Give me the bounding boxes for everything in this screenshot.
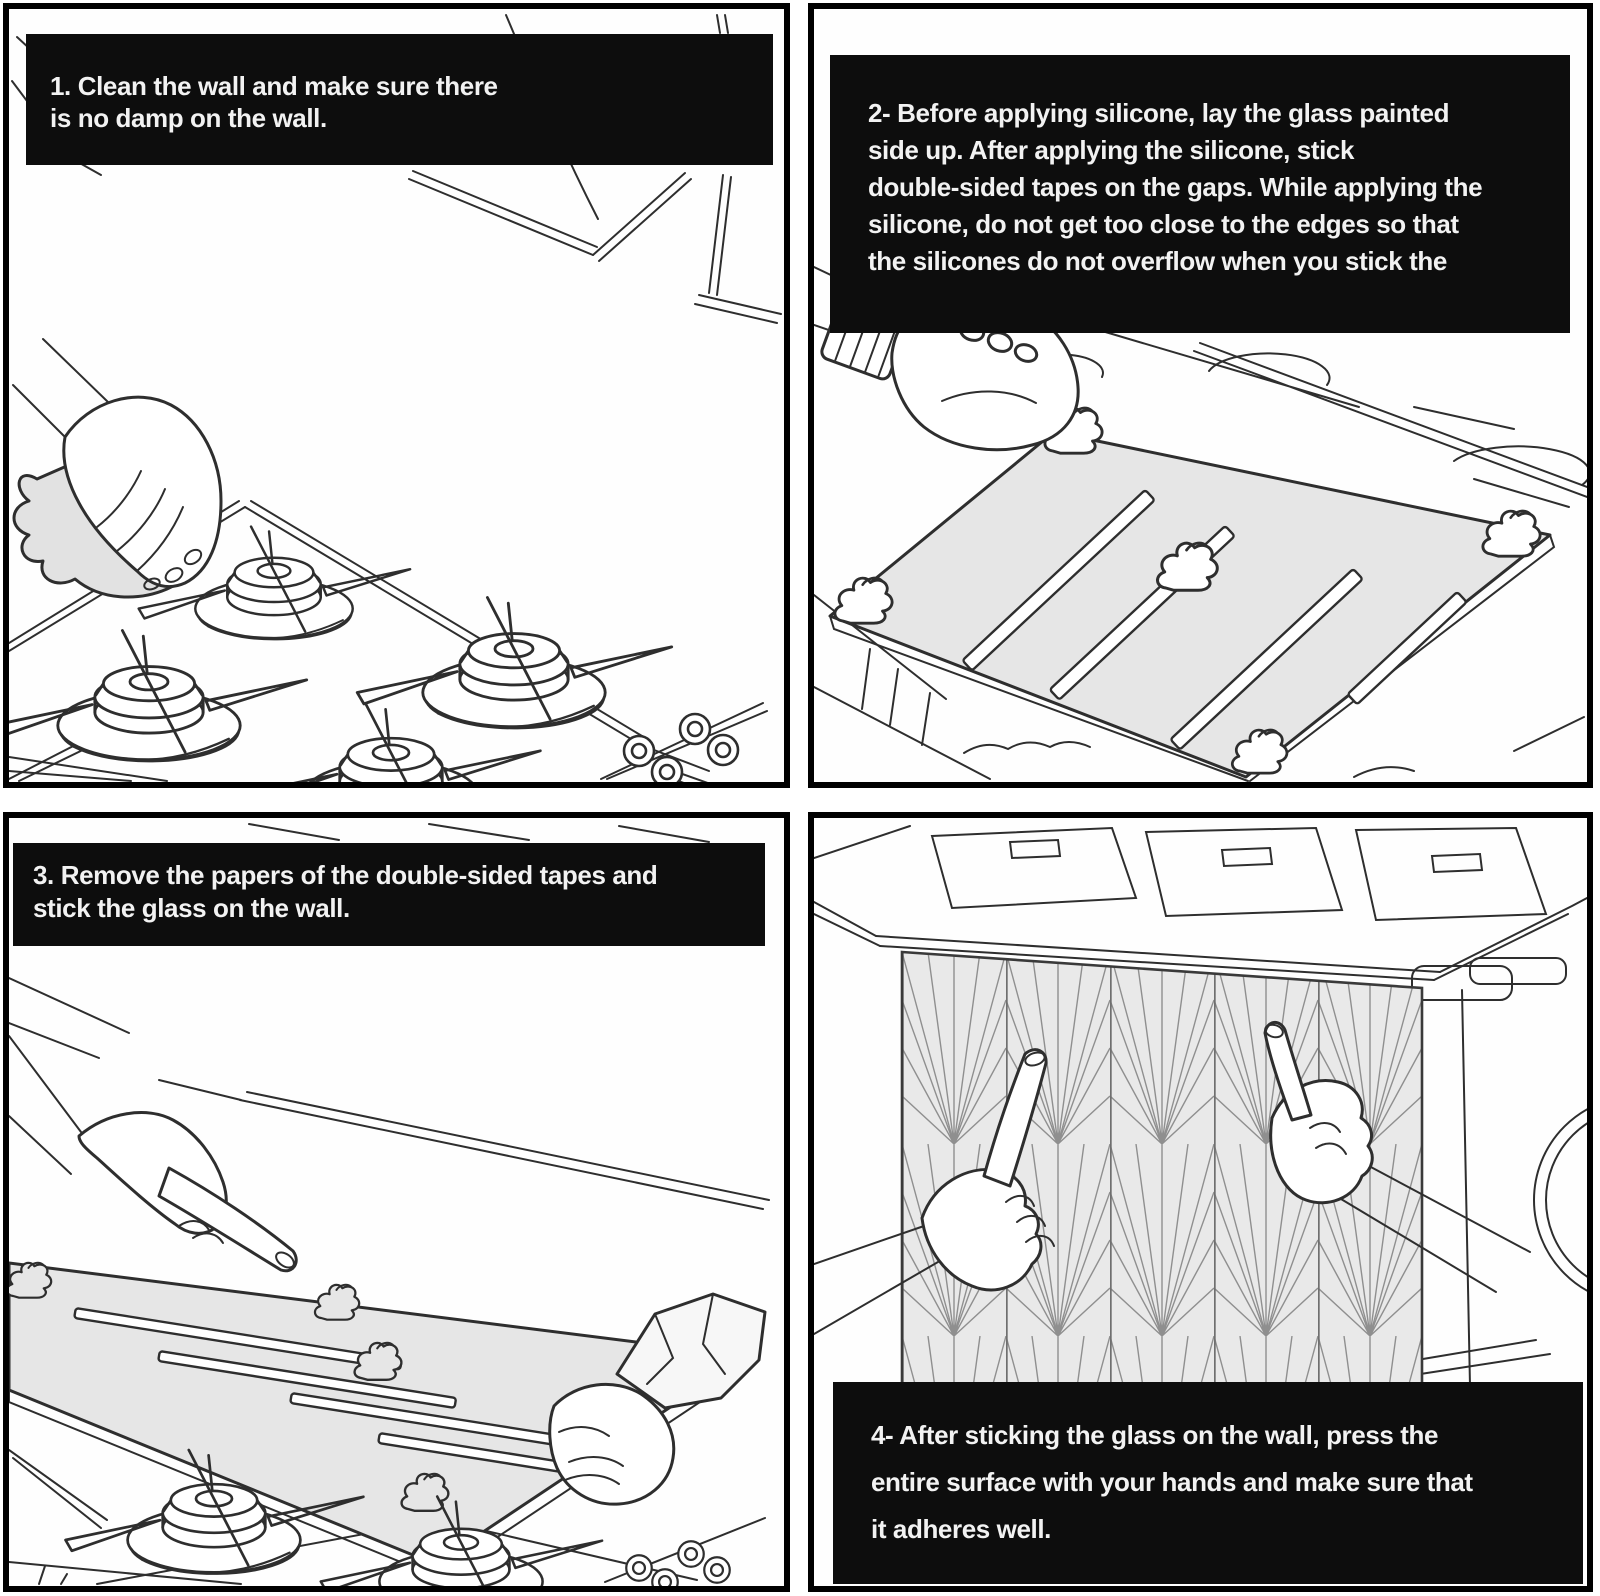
wiping-hand-with-cloth [13, 339, 221, 597]
caption-line: is no damp on the wall. [50, 103, 327, 133]
caption-line: 1. Clean the wall and make sure there [50, 71, 498, 101]
step-4-caption [833, 1382, 1583, 1584]
glass-panel [830, 408, 1554, 781]
caption-line: silicone, do not get too close to the edges so that [868, 209, 1459, 239]
caption-line: side up. After applying the silicone, stick [868, 135, 1355, 165]
step-1-panel [3, 3, 790, 788]
caption-line: the silicones do not overflow when you stick the [868, 246, 1447, 276]
caption-line: 4- After sticking the glass on the wall, press the [871, 1420, 1439, 1450]
caption-line: double-sided tapes on the gaps. While applying the [868, 172, 1483, 202]
left-holding-hand [9, 1036, 297, 1271]
step-3-caption [13, 843, 765, 946]
caption-line: 2- Before applying silicone, lay the glass painted [868, 98, 1450, 128]
control-knobs [601, 703, 767, 782]
control-knobs [605, 1518, 765, 1586]
crumpled-backing-paper [617, 1294, 765, 1408]
caption-line: entire surface with your hands and make sure that [871, 1467, 1473, 1497]
caption-line: it adheres well. [871, 1514, 1052, 1544]
caption-line: 3. Remove the papers of the double-sided tapes and [33, 860, 658, 890]
step-2-caption [830, 55, 1570, 333]
step-1-caption [26, 34, 773, 165]
step-2-panel [808, 3, 1593, 788]
step-4-panel [808, 812, 1593, 1592]
step-3-panel [3, 812, 790, 1592]
caption-line: stick the glass on the wall. [33, 893, 350, 923]
